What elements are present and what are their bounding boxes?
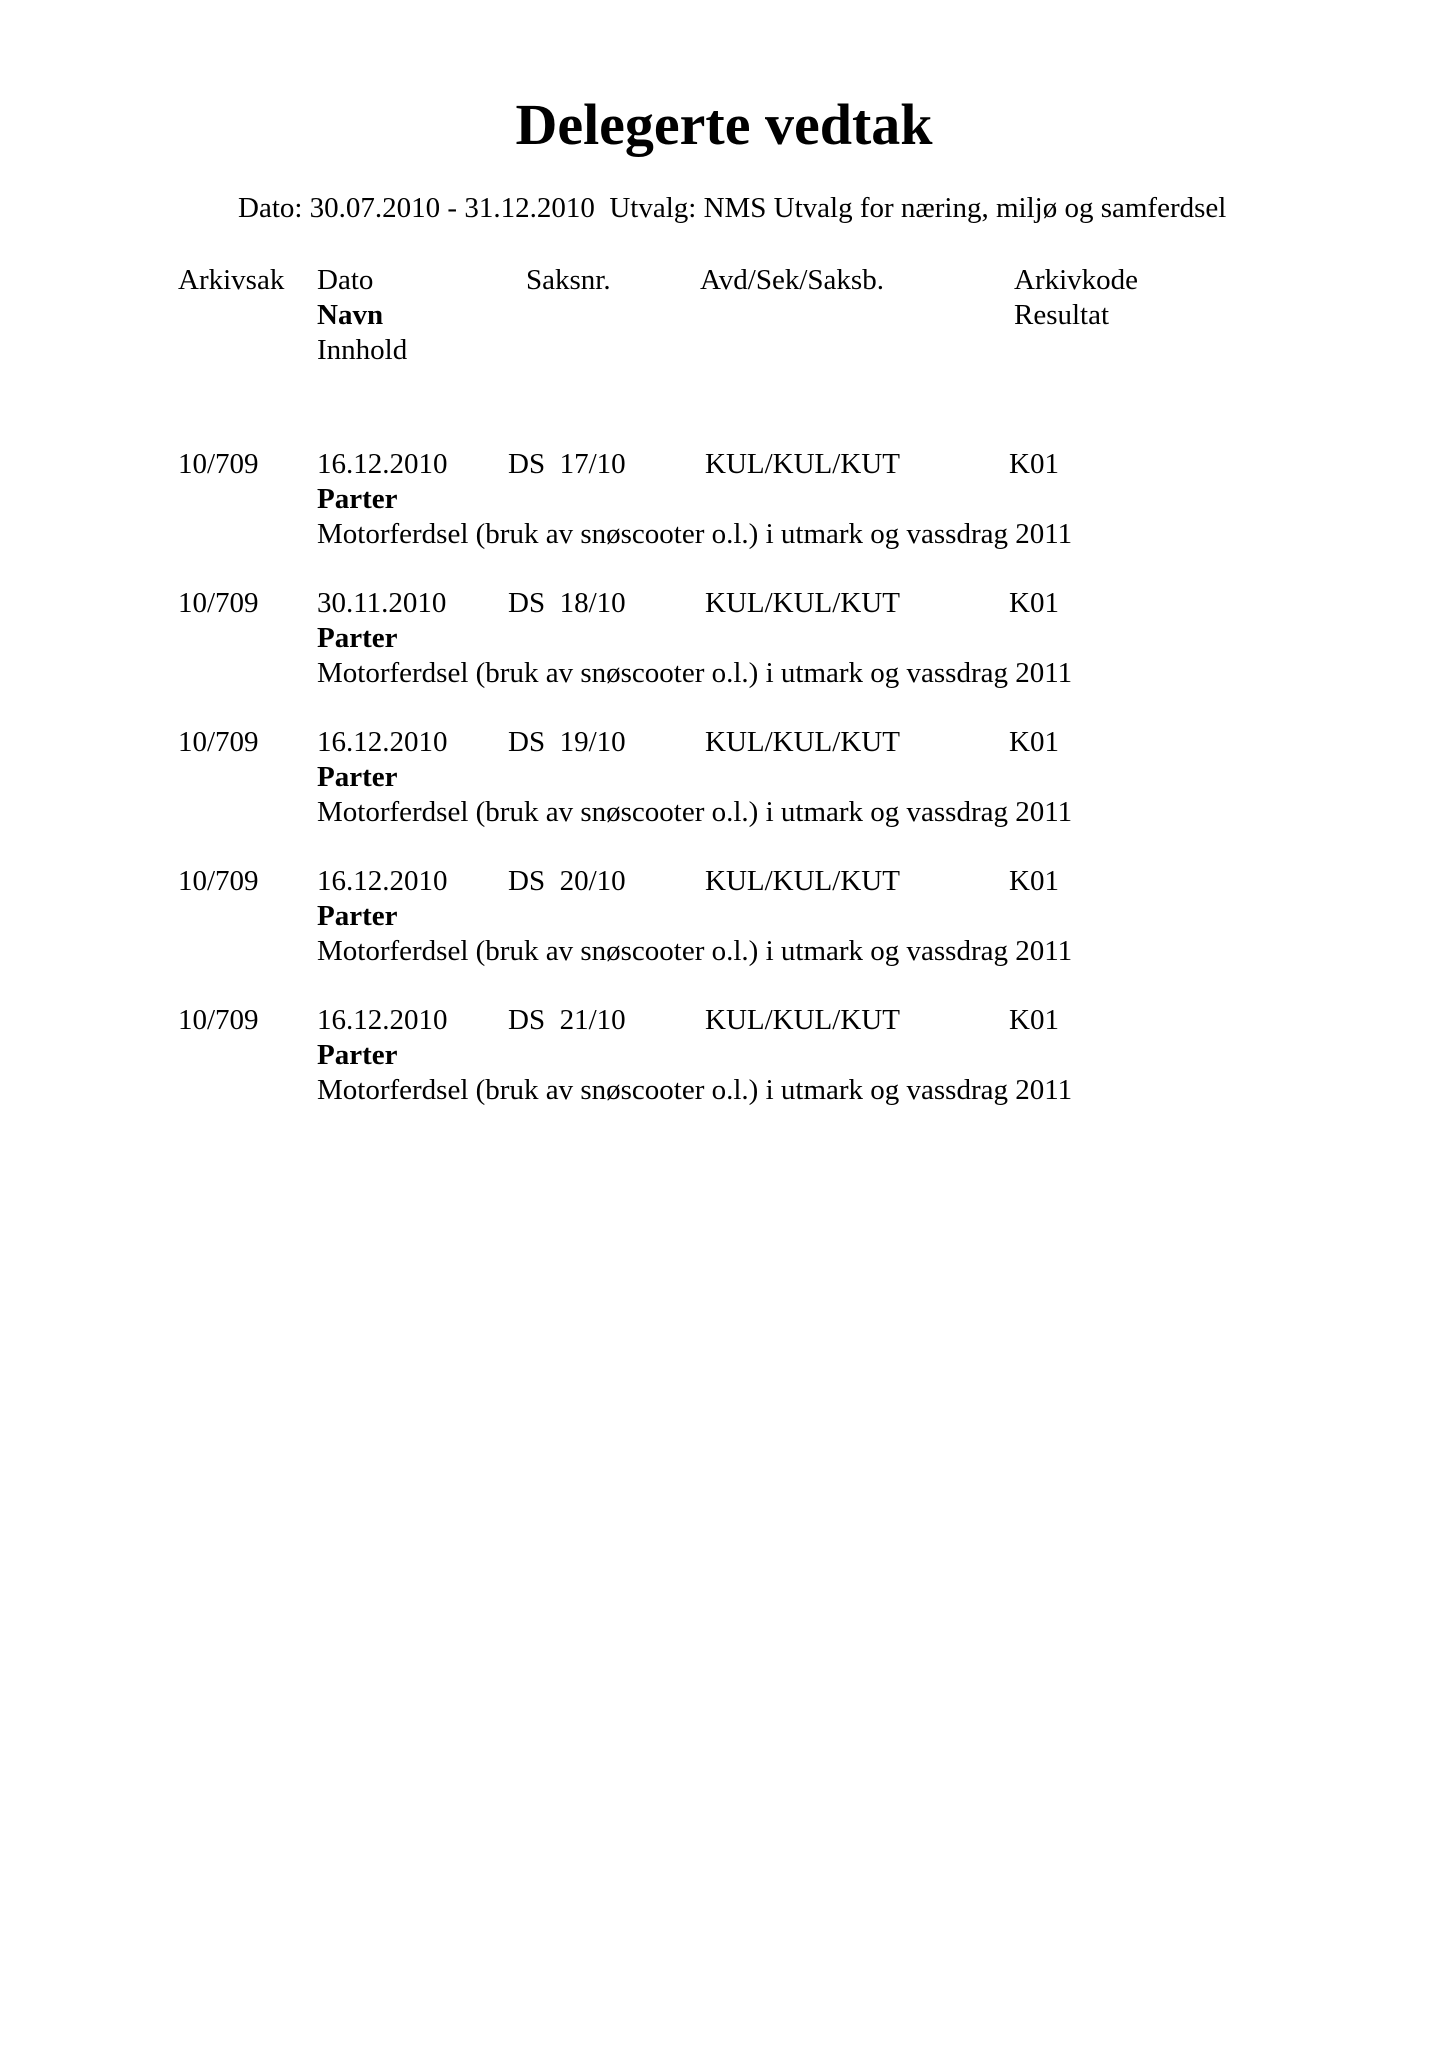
entry-innhold: Motorferdsel (bruk av snøscooter o.l.) i utmark og vassdrag 2011 — [317, 657, 1073, 689]
entry-avd: KUL/KUL/KUT — [705, 448, 900, 480]
entry-dato: 16.12.2010 — [317, 1004, 448, 1036]
header-navn: Navn — [317, 299, 384, 331]
decision-entry — [0, 585, 1448, 695]
entry-innhold: Motorferdsel (bruk av snøscooter o.l.) i utmark og vassdrag 2011 — [317, 796, 1073, 828]
decision-entry — [0, 863, 1448, 973]
entry-avd: KUL/KUL/KUT — [705, 865, 900, 897]
page-title: Delegerte vedtak — [515, 92, 933, 157]
header-arkivsak: Arkivsak — [178, 264, 285, 296]
entry-dato: 16.12.2010 — [317, 865, 448, 897]
entry-navn: Parter — [317, 761, 398, 793]
entry-arkivkode: K01 — [1009, 726, 1059, 758]
header-avd: Avd/Sek/Saksb. — [700, 264, 884, 296]
entry-saksnr: DS 20/10 — [508, 865, 626, 897]
date-range-committee: Dato: 30.07.2010 - 31.12.2010 Utvalg: NMS Utvalg for næring, miljø og samferdsel — [238, 192, 1227, 224]
header-innhold: Innhold — [317, 334, 408, 366]
entry-saksnr: DS 19/10 — [508, 726, 626, 758]
entry-arkivsak: 10/709 — [178, 726, 259, 758]
entry-avd: KUL/KUL/KUT — [705, 726, 900, 758]
entry-arkivkode: K01 — [1009, 448, 1059, 480]
entry-arkivkode: K01 — [1009, 1004, 1059, 1036]
entry-saksnr: DS 17/10 — [508, 448, 626, 480]
entry-arkivkode: K01 — [1009, 587, 1059, 619]
decision-entry — [0, 446, 1448, 556]
entry-arkivsak: 10/709 — [178, 587, 259, 619]
entry-saksnr: DS 21/10 — [508, 1004, 626, 1036]
entry-navn: Parter — [317, 483, 398, 515]
decision-entry — [0, 1002, 1448, 1112]
header-resultat: Resultat — [1014, 299, 1110, 331]
entry-avd: KUL/KUL/KUT — [705, 587, 900, 619]
header-arkivkode: Arkivkode — [1014, 264, 1139, 296]
decision-entry — [0, 724, 1448, 834]
entry-innhold: Motorferdsel (bruk av snøscooter o.l.) i utmark og vassdrag 2011 — [317, 935, 1073, 967]
entry-arkivkode: K01 — [1009, 865, 1059, 897]
entry-arkivsak: 10/709 — [178, 865, 259, 897]
entry-dato: 30.11.2010 — [317, 587, 447, 619]
entry-navn: Parter — [317, 900, 398, 932]
entry-navn: Parter — [317, 622, 398, 654]
entry-innhold: Motorferdsel (bruk av snøscooter o.l.) i utmark og vassdrag 2011 — [317, 1074, 1073, 1106]
entry-dato: 16.12.2010 — [317, 448, 448, 480]
header-saksnr: Saksnr. — [526, 264, 611, 296]
header-dato: Dato — [317, 264, 374, 296]
entry-saksnr: DS 18/10 — [508, 587, 626, 619]
entry-arkivsak: 10/709 — [178, 1004, 259, 1036]
entry-navn: Parter — [317, 1039, 398, 1071]
entry-innhold: Motorferdsel (bruk av snøscooter o.l.) i utmark og vassdrag 2011 — [317, 518, 1073, 550]
entry-avd: KUL/KUL/KUT — [705, 1004, 900, 1036]
entry-dato: 16.12.2010 — [317, 726, 448, 758]
entry-arkivsak: 10/709 — [178, 448, 259, 480]
